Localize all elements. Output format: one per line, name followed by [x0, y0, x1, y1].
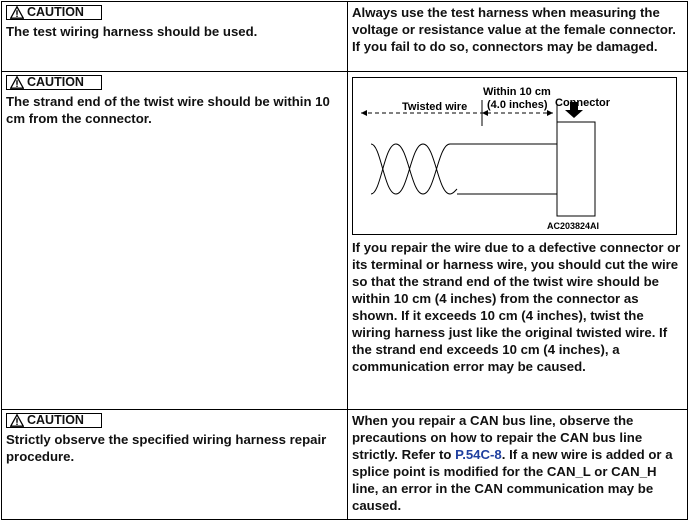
caution-label: CAUTION — [27, 75, 84, 89]
explanation-text: If you repair the wire due to a defective connector or its terminal or harness wire, you should cut the wire so that the strand end of the twist wire should be within 10 cm (4 inches) from the connector as shown. If it exceeds 10 cm (4 inches), twist the wiring harness just like the original twisted wire. If the strand end exceeds 10 cm (4 inches), a communication error may be caused. — [352, 240, 681, 374]
caution-table — [1, 1, 688, 520]
explanation-text — [352, 412, 683, 514]
connector-block — [557, 122, 595, 216]
explanation-cell — [348, 410, 688, 520]
explanation-cell — [348, 2, 688, 72]
label-inches: (4.0 inches) — [487, 99, 548, 111]
caution-cell — [2, 2, 348, 72]
explanation-cell — [348, 72, 688, 410]
caution-badge — [6, 75, 102, 90]
table-row — [2, 2, 688, 72]
explanation-text: Always use the test harness when measuring the voltage or resistance value at the female connector. If you fail to do so, connectors may be damaged. — [352, 5, 676, 54]
caution-label: CAUTION — [27, 413, 84, 427]
warning-triangle-icon — [10, 6, 24, 19]
label-twisted-wire: Twisted wire — [402, 101, 468, 113]
caution-cell — [2, 72, 348, 410]
table-row — [2, 72, 688, 410]
caution-badge — [6, 413, 102, 428]
table-row — [2, 410, 688, 520]
explanation-text-part: . If a new wire is added or a splice point is modified for the CAN_L or CAN_H line, an error in the CAN communication may be caused. — [352, 447, 673, 513]
twisted-wire-strand — [371, 144, 457, 194]
caution-badge — [6, 5, 102, 20]
explanation-text-part: When you repair a CAN bus line, observe the precautions on how to repair the CAN bus line strictly. Refer to — [352, 413, 643, 462]
caution-label: CAUTION — [27, 5, 84, 19]
caution-text: The strand end of the twist wire should be within 10 cm from the connector. — [6, 94, 330, 126]
caution-cell — [2, 410, 348, 520]
twisted-wire-diagram — [352, 77, 677, 235]
figure-id: AC203824AI — [547, 221, 600, 231]
twisted-wire-strand — [371, 144, 457, 194]
label-within: Within 10 cm — [483, 86, 551, 98]
page-reference-link[interactable]: P.54C-8 — [455, 447, 502, 462]
caution-text: The test wiring harness should be used. — [6, 24, 258, 39]
label-connector: Connector — [555, 97, 610, 109]
caution-text: Strictly observe the specified wiring harness repair procedure. — [6, 432, 327, 464]
warning-triangle-icon — [10, 414, 24, 427]
warning-triangle-icon — [10, 76, 24, 89]
